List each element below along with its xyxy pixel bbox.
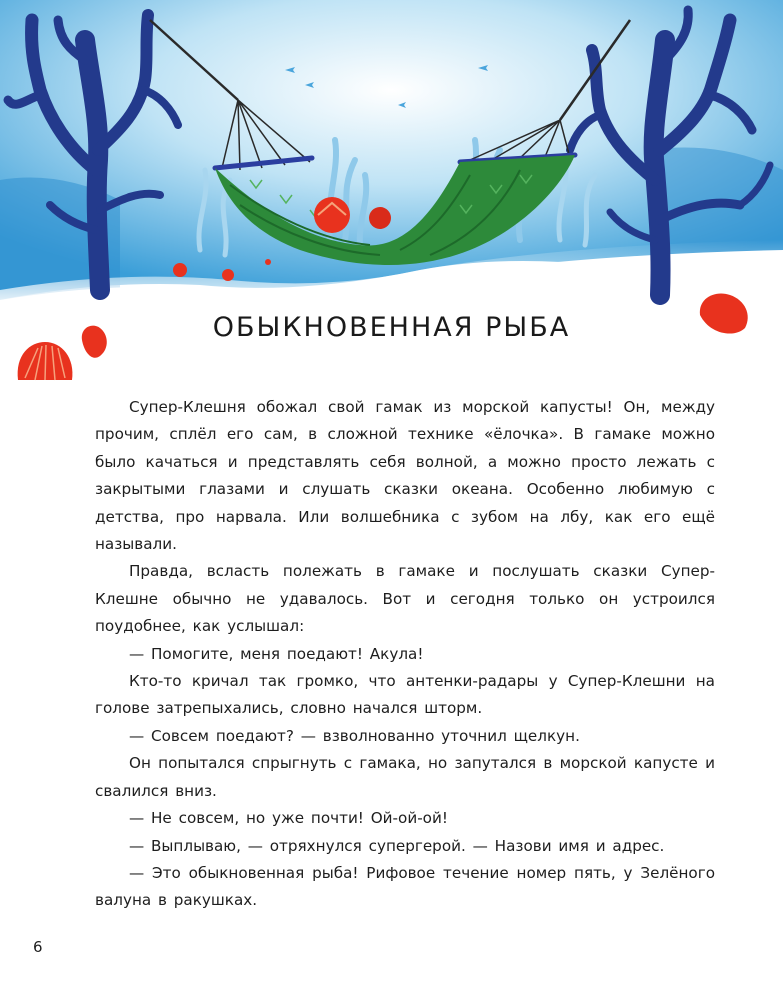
paragraph: Правда, всласть полежать в гамаке и послушать сказки Супер-Клешне обычно не удавалось. Вот и сегодня только он устроился поудобнее, как услышал: — [95, 562, 715, 636]
paragraph: Кто-то кричал так громко, что антенки-радары у Супер-Клешни на голове затрепыхались, словно начался шторм. — [95, 672, 715, 718]
paragraph: Супер-Клешня обожал свой гамак из морской капусты! Он, между прочим, сплёл его сам, в сложной технике «ёлочка». В гамаке можно было качаться и представлять себя волной, а можно просто лежать с закрытыми глазами и слушать сказки океана. Особенно любимую с детства, про нарвала. Или волшебника с зубом на лбу, как его ещё называли. — [95, 398, 715, 554]
dialogue-line: — Не совсем, но уже почти! Ой-ой-ой! — [129, 809, 448, 828]
page-number: 6 — [33, 938, 43, 956]
dialogue-line: — Помогите, меня поедают! Акула! — [129, 644, 424, 663]
dialogue-line: — Совсем поедают? — взволнованно уточнил щелкун. — [129, 726, 580, 745]
story-text — [95, 394, 715, 915]
paragraph: Он попытался спрыгнуть с гамака, но запутался в морской капусте и свалился вниз. — [95, 754, 715, 800]
dialogue-line: — Выплываю, — отряхнулся супергерой. — Назови имя и адрес. — [129, 836, 665, 855]
chapter-title: ОБЫКНОВЕННАЯ РЫБА — [212, 312, 571, 343]
dialogue-line: — Это обыкновенная рыба! Рифовое течение номер пять, у Зелёного валуна в ракушках. — [95, 863, 715, 910]
